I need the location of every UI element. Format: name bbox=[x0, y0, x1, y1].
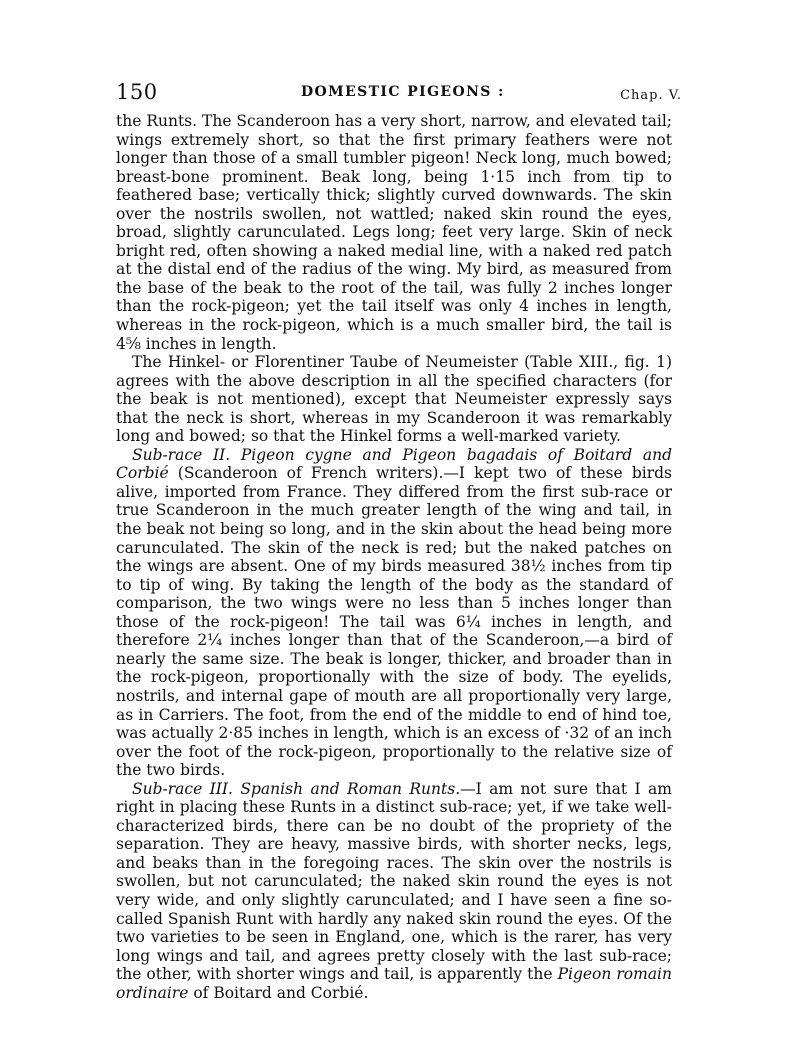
paragraph-scanderoon bbox=[116, 112, 672, 353]
paragraph-subrace-2 bbox=[116, 446, 672, 780]
subrace-heading: Sub-race III. Spanish and Roman Runts. bbox=[132, 779, 461, 798]
paragraph-hinkel bbox=[116, 353, 672, 446]
paragraph-text: —I am not sure that I am right in placing these Runts in a distinct sub-race; yet, if we take well-characterized birds, there can be no doubt of the propriety of the separation. They are heavy, massive birds, with shorter necks, legs, and beaks than in the foregoing races. The skin over the nostrils is swollen, but not carunculated; the naked skin round the eyes is not very wide, and only slightly carunculated; and I have seen a fine so-called Spanish Runt with hardly any naked skin round the eyes. Of the two varieties to be seen in England, one, which is the rarer, has very long wings and tail, and agrees pretty closely with the last sub-race; the other, with shorter wings and tail, is apparently the bbox=[116, 779, 672, 984]
paragraph-subrace-3 bbox=[116, 780, 672, 1003]
page-number: 150 bbox=[116, 80, 158, 104]
page-header bbox=[116, 78, 682, 112]
paragraph-text-end: of Boitard and Corbié. bbox=[188, 983, 369, 1002]
paragraph-text: The Hinkel- or Florentiner Taube of Neumeister (Table XIII., fig. 1) agrees with the above description in all the specified characters (for the beak is not mentioned), except that Neumeister expressly says that the neck is short, whereas in my Scanderoon it was remarkably long and bowed; so that the Hinkel forms a well-marked variety. bbox=[116, 353, 672, 446]
book-page bbox=[116, 78, 682, 1002]
paragraph-text: the Runts. The Scanderoon has a very short, narrow, and elevated tail; wings extremely short, so that the first primary feathers were not longer than those of a small tumbler pigeon! Neck long, much bowed; breast-bone prominent. Beak long, being 1·15 inch from tip to feathered base; vertically thick; slightly curved downwards. The skin over the nostrils swollen, not wattled; naked skin round the eyes, broad, slightly carunculated. Legs long; feet very large. Skin of neck bright red, often showing a naked medial line, with a naked red patch at the distal end of the radius of the wing. My bird, as measured from the base of the beak to the root of the tail, was fully 2 inches longer than the rock-pigeon; yet the tail itself was only 4 inches in length, whereas in the rock-pigeon, which is a much smaller bird, the tail is 4⅝ inches in length. bbox=[116, 112, 672, 353]
subrace-heading: Sub-race II. Pigeon cygne and Pigeon bagadais of Boitard and Corbié bbox=[116, 445, 672, 483]
running-title: DOMESTIC PIGEONS : bbox=[301, 84, 505, 100]
italic-term: Pigeon romain ordinaire bbox=[116, 965, 673, 1002]
chapter-label: Chap. V. bbox=[620, 88, 682, 103]
body-text bbox=[116, 112, 672, 1002]
paragraph-text: (Scanderoon of French writers).—I kept two of these birds alive, imported from France. They differed from the first sub-race or true Scanderoon in the much greater length of the wing and tail, in the beak not being so long, and in the skin about the head being more carunculated. The skin of the neck is red; but the naked patches on the wings are absent. One of my birds measured 38½ inches from tip to tip of wing. By taking the length of the body as the standard of comparison, the two wings were no less than 5 inches longer than those of the rock-pigeon! The tail was 6¼ inches in length, and therefore 2¼ inches longer than that of the Scanderoon,—a bird of nearly the same size. The beak is longer, thicker, and broader than in the rock-pigeon, proportionally with the size of body. The eyelids, nostrils, and internal gape of mouth are all proportionally very large, as in Carriers. The foot, from the end of the middle to end of hind toe, was actually 2·85 inches in length, which is an excess of ·32 of an inch over the foot of the rock-pigeon, proportionally to the relative size of the two birds. bbox=[116, 464, 672, 780]
